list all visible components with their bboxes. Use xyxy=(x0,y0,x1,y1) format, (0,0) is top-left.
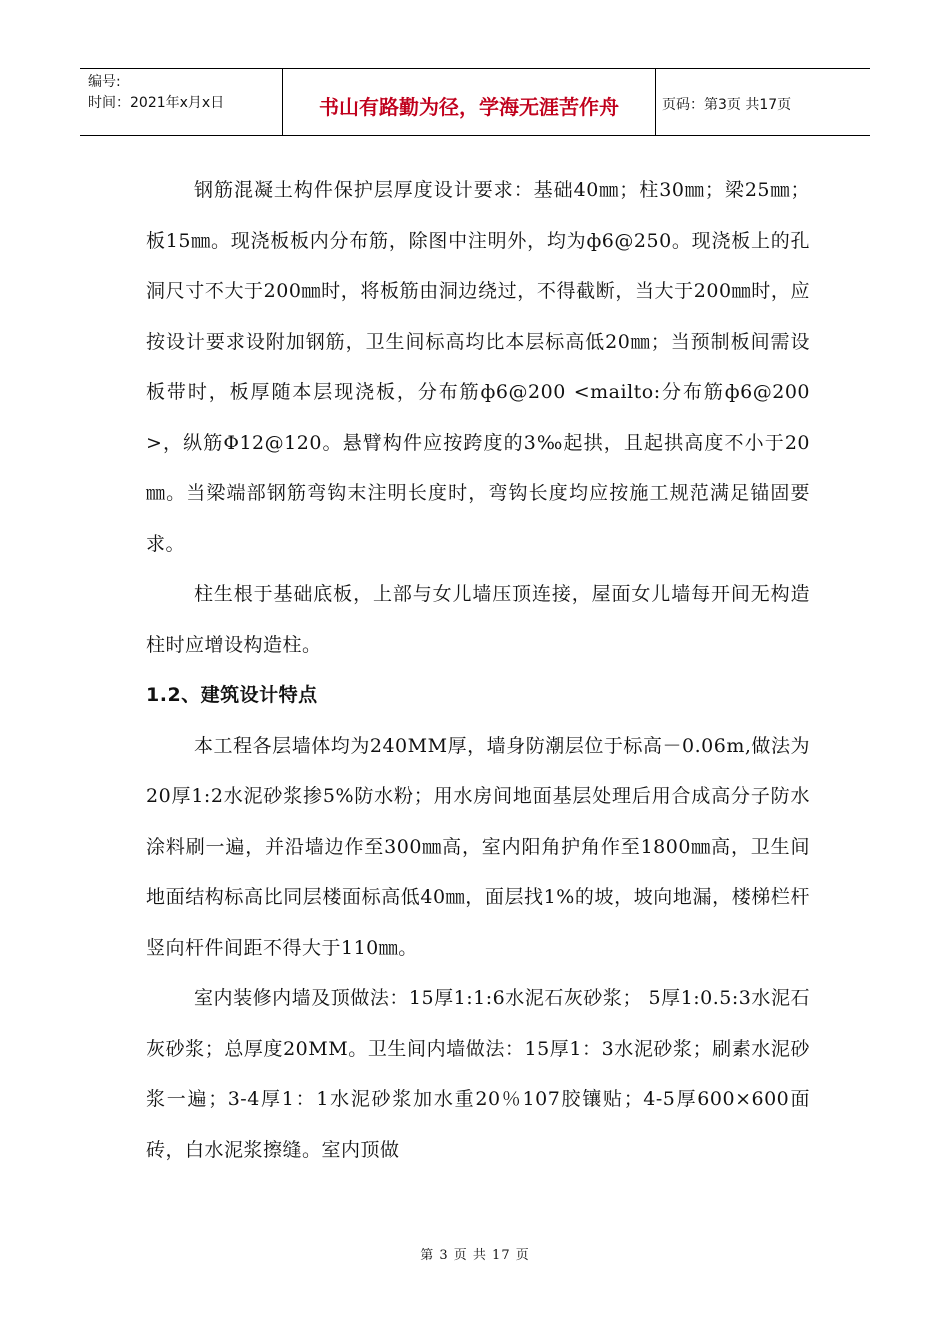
header-motto-cell xyxy=(283,69,656,135)
date-line: 时间：2021年x月x日 xyxy=(88,95,225,111)
motto-text: 书山有路勤为径，学海无涯苦作舟 xyxy=(319,94,619,119)
section-title: 1.2、建筑设计特点 xyxy=(146,684,318,706)
document-body xyxy=(146,165,810,1175)
number-label: 编号: xyxy=(88,74,121,90)
paragraph-wall-design: 本工程各层墙体均为240MM厚，墙身防潮层位于标高－0.06m,做法为20厚1:2水泥砂浆掺5%防水粉；用水房间地面基层处理后用合成高分子防水涂料刷一遍，并沿墙边作至300㎜高，室内阳角护角作至1800㎜高，卫生间地面结构标高比同层楼面标高低40㎜，面层找1%的坡，坡向地漏，楼梯栏杆竖向杆件间距不得大于110㎜。 xyxy=(146,734,810,959)
page-info: 页码：第3页 共17页 xyxy=(662,97,792,113)
header-meta-cell xyxy=(80,69,283,135)
page-footer xyxy=(0,1244,950,1263)
footer-page-number: 第 3 页 共 17 页 xyxy=(420,1248,530,1263)
paragraph-rebar-cover: 钢筋混凝土构件保护层厚度设计要求：基础40㎜；柱30㎜；梁25㎜；板15㎜。现浇板板内分布筋，除图中注明外，均为ф6@250。现浇板上的孔洞尺寸不大于200㎜时，将板筋由洞边绕过，不得截断，当大于200㎜时，应按设计要求设附加钢筋，卫生间标高均比本层标高低20㎜；当预制板间需设板带时，板厚随本层现浇板，分布筋ф6@200 <mailto:分布筋ф6@200>，纵筋Φ12@120。悬臂构件应按跨度的3‰起拱，且起拱高度不小于20㎜。当梁端部钢筋弯钩末注明长度时，弯钩长度均应按施工规范满足锚固要求。 xyxy=(146,179,810,555)
paragraph-interior-finish: 室内装修内墙及顶做法：15厚1:1:6水泥石灰砂浆； 5厚1:0.5:3水泥石灰砂浆；总厚度20MM。卫生间内墙做法：15厚1：3水泥砂浆；刷素水泥砂浆一遍；3-4厚1：1水泥砂浆加水重20％107胶镶贴；4-5厚600×600面砖，白水泥浆擦缝。室内顶做 xyxy=(146,987,810,1161)
header-page-cell xyxy=(656,69,870,135)
paragraph-column-root: 柱生根于基础底板，上部与女儿墙压顶连接，屋面女儿墙每开间无构造柱时应增设构造柱。 xyxy=(146,583,810,656)
header-table xyxy=(80,68,870,136)
